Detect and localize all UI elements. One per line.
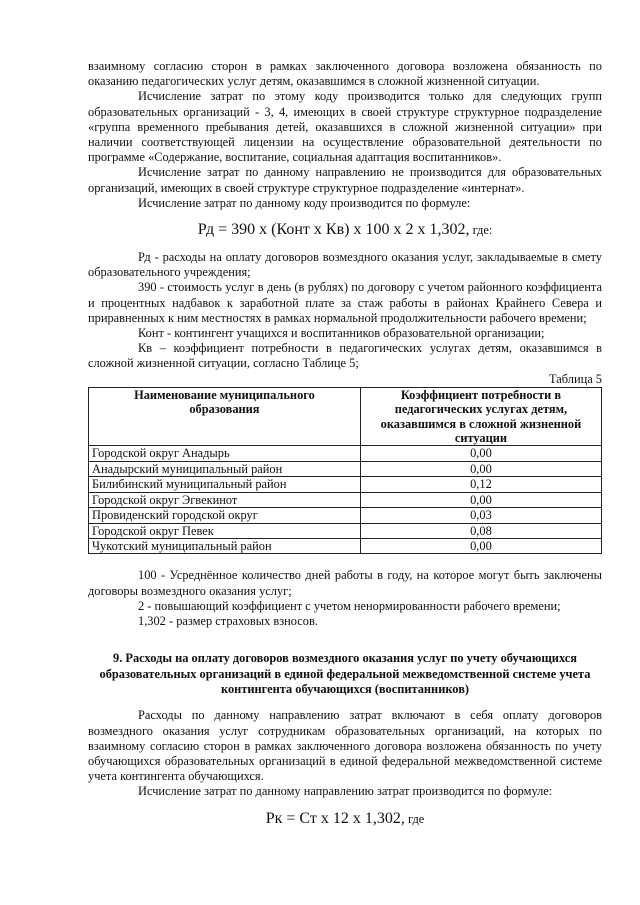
table-header-cell: Наименование муниципального образования <box>89 387 361 446</box>
definition: Рд - расходы на оплату договоров возмездного оказания услуг, закладываемые в смету образовательного учреждения; <box>88 250 602 280</box>
formula-rd <box>88 220 602 240</box>
paragraph: Исчисление затрат по данному направлению не производится для образовательных организаций, имеющих в своей структуре структурное подразделение «интернат». <box>88 165 602 195</box>
table-row <box>89 508 602 523</box>
section-heading: 9. Расходы на оплату договоров возмездного оказания услуг по учету обучающихся образовательных организаций в единой федеральной межведомственной системе учета контингента обучающихся (воспитанников) <box>99 651 591 696</box>
table-caption: Таблица 5 <box>549 371 602 386</box>
formula-text: Рд = 390 х (Конт х Кв) х 100 х 2 х 1,302, <box>197 221 470 239</box>
table-row <box>89 461 602 476</box>
definition: Конт - контингент учащихся и воспитанников образовательной организации; <box>138 326 545 341</box>
table-header-cell: Коэффициент потребности в педагогических услугах детям, оказавшимся в сложной жизненной ситуации <box>360 387 601 446</box>
coefficient-cell: 0,00 <box>360 492 601 507</box>
coefficient-cell: 0,00 <box>360 538 601 553</box>
document-page <box>88 59 602 839</box>
coefficient-cell: 0,03 <box>360 508 601 523</box>
table-header-row <box>89 387 602 446</box>
paragraph: взаимному согласию сторон в рамках заключенного договора возложена обязанность по оказанию педагогических услуг детям, оказавшимся в сложной жизненной ситуации. <box>88 59 602 89</box>
coefficient-cell: 0,12 <box>360 477 601 492</box>
municipality-cell: Анадырский муниципальный район <box>89 461 361 476</box>
coefficient-cell: 0,00 <box>360 446 601 461</box>
municipality-cell: Провиденский городской округ <box>89 508 361 523</box>
coefficient-cell: 0,00 <box>360 461 601 476</box>
municipality-cell: Билибинский муниципальный район <box>89 477 361 492</box>
definition: 100 - Усреднённое количество дней работы в году, на которое могут быть заключены договоры возмездного оказания услуг; <box>88 568 602 598</box>
definition: 2 - повышающий коэффициент с учетом ненормированности рабочего времени; <box>138 598 561 613</box>
coefficient-table <box>88 387 602 554</box>
municipality-cell: Городской округ Анадырь <box>89 446 361 461</box>
coefficient-cell: 0,08 <box>360 523 601 538</box>
table-row <box>89 538 602 553</box>
paragraph: Исчисление затрат по этому коду производится только для следующих групп образовательных организаций - 3, 4, имеющих в своей структуре структурное подразделение «группа временного пребывания детей, оказавшихся в сложной жизненной ситуации» при наличии соответствующей лицензии на осуществление образовательной деятельности по программе «Содержание, воспитание, социальная адаптация воспитанников». <box>88 89 602 165</box>
paragraph: Расходы по данному направлению затрат включают в себя оплату договоров возмездного оказания услуг сотрудникам образовательных организаций, на которых по взаимному согласию сторон в рамках заключенного договора возложена обязанность по учету обучающихся образовательных организаций в единой федеральной межведомственной системе учета контингента обучающихся. <box>88 708 602 784</box>
formula-suffix: где <box>404 811 425 826</box>
table-row <box>89 477 602 492</box>
paragraph: Исчисление затрат по данному направлению затрат производится по формуле: <box>138 784 553 799</box>
formula-suffix: где: <box>469 223 493 238</box>
formula-rk <box>88 809 602 829</box>
paragraph: Исчисление затрат по данному коду производится по формуле: <box>138 195 471 210</box>
municipality-cell: Городской округ Эгвекинот <box>89 492 361 507</box>
table-row <box>89 492 602 507</box>
table-row <box>89 523 602 538</box>
definition: Кв – коэффициент потребности в педагогических услугах детям, оказавшимся в сложной жизненной ситуации, согласно Таблице 5; <box>88 341 602 371</box>
formula-text: Рк = Ст х 12 х 1,302, <box>265 809 405 827</box>
definition: 1,302 - размер страховых взносов. <box>138 613 318 628</box>
municipality-cell: Городской округ Певек <box>89 523 361 538</box>
table-row <box>89 446 602 461</box>
definition: 390 - стоимость услуг в день (в рублях) по договору с учетом районного коэффициента и процентных надбавок к заработной плате за стаж работы в районах Крайнего Севера и приравненных к ним местностях в рамках нормальной продолжительности рабочего времени; <box>88 280 602 325</box>
municipality-cell: Чукотский муниципальный район <box>89 538 361 553</box>
